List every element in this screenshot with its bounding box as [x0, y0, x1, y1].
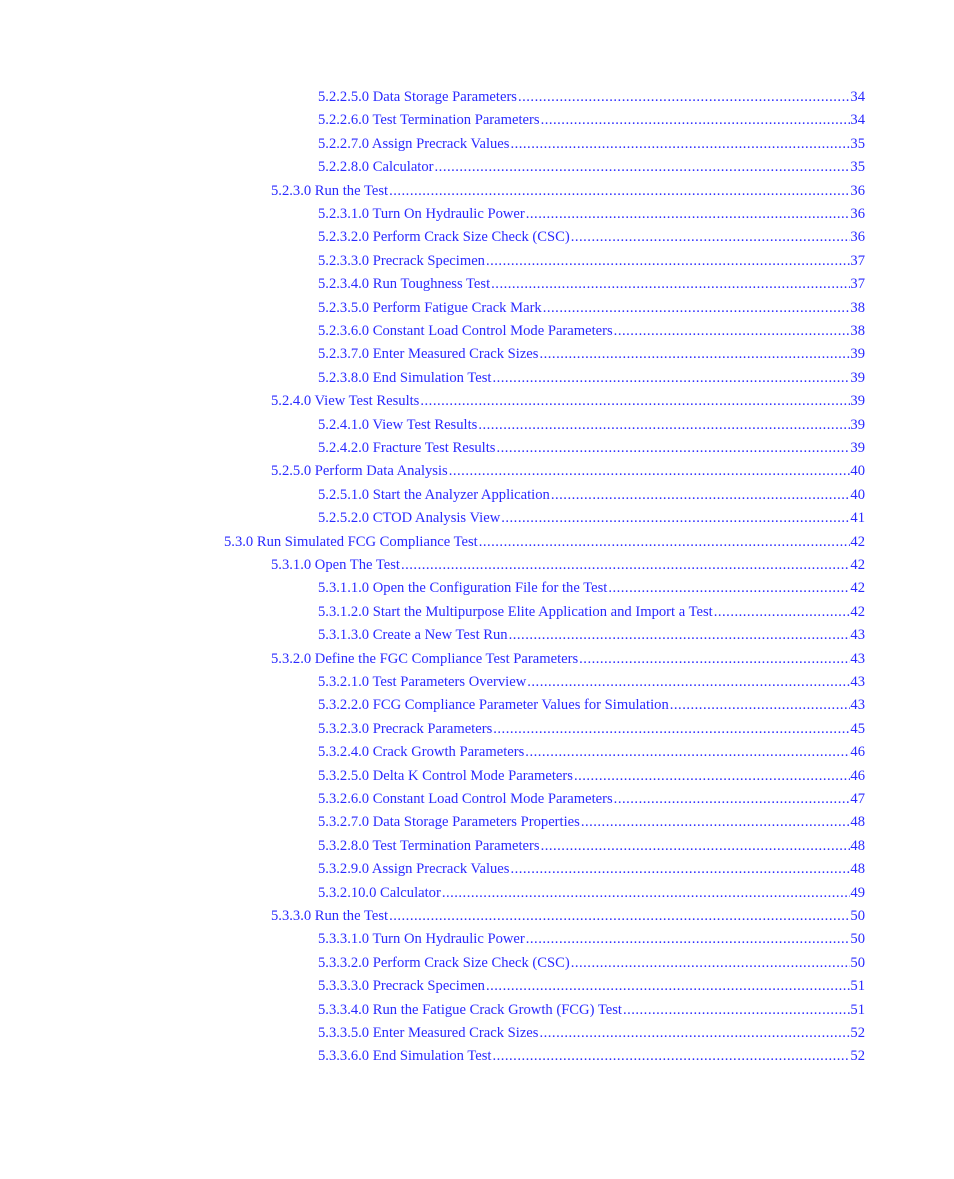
- dot-leader: [491, 368, 850, 388]
- toc-entry-title: 5.3.3.6.0 End Simulation Test: [318, 1048, 492, 1065]
- toc-entry[interactable]: [318, 953, 865, 973]
- toc-entry-title: 5.3.1.3.0 Create a New Test Run: [318, 627, 508, 644]
- toc-entry-title: 5.3.3.0 Run the Test: [271, 908, 389, 924]
- toc-entry[interactable]: [318, 438, 865, 458]
- toc-entry-title: 5.3.2.3.0 Precrack Parameters: [318, 720, 493, 737]
- toc-entry-page-number: 39: [850, 393, 865, 410]
- toc-entry-page-number: 51: [850, 978, 865, 995]
- dot-leader: [538, 344, 850, 364]
- dot-leader: [485, 976, 850, 996]
- toc-entry-title: 5.2.3.2.0 Perform Crack Size Check (CSC): [318, 229, 570, 246]
- toc-entry-page-number: 34: [850, 112, 865, 129]
- toc-entry-title: 5.3.2.7.0 Data Storage Parameters Properties: [318, 814, 580, 831]
- toc-entry-page-number: 38: [850, 323, 865, 339]
- toc-entry[interactable]: [318, 625, 865, 645]
- dot-leader: [525, 929, 851, 949]
- dot-leader: [573, 766, 850, 786]
- dot-leader: [508, 625, 851, 645]
- toc-entry[interactable]: [318, 883, 865, 903]
- dot-leader: [491, 1046, 850, 1066]
- dot-leader: [542, 298, 851, 318]
- toc-entry-title: 5.2.3.7.0 Enter Measured Crack Sizes: [318, 346, 539, 363]
- toc-entry-page-number: 36: [850, 182, 865, 199]
- toc-entry-page-number: 50: [850, 908, 865, 924]
- toc-entry-page-number: 45: [850, 720, 865, 737]
- toc-entry-title: 5.2.3.0 Run the Test: [271, 182, 389, 199]
- toc-entry-page-number: 52: [850, 1048, 865, 1065]
- toc-entry-page-number: 48: [850, 861, 865, 878]
- toc-entry[interactable]: [318, 87, 865, 107]
- toc-entry-title: 5.2.5.2.0 CTOD Analysis View: [318, 510, 501, 527]
- toc-entry-page-number: 36: [850, 206, 865, 222]
- toc-entry-page-number: 41: [850, 510, 865, 527]
- toc-entry[interactable]: [318, 298, 865, 318]
- toc-entry[interactable]: [318, 766, 865, 786]
- toc-entry[interactable]: [271, 555, 865, 575]
- dot-leader: [538, 1023, 850, 1043]
- dot-leader: [613, 789, 851, 809]
- toc-entry-page-number: 42: [850, 557, 865, 573]
- toc-entry[interactable]: [318, 415, 865, 435]
- toc-entry-title: 5.3.2.5.0 Delta K Control Mode Parameters: [318, 767, 573, 784]
- toc-entry[interactable]: [271, 906, 865, 926]
- dot-leader: [578, 649, 850, 669]
- dot-leader: [500, 508, 850, 528]
- toc-entry[interactable]: [318, 929, 865, 949]
- toc-entry-page-number: 48: [850, 837, 865, 854]
- toc-entry[interactable]: [224, 532, 865, 552]
- toc-entry-page-number: 39: [850, 369, 865, 386]
- toc-entry[interactable]: [318, 227, 865, 247]
- toc-entry-title: 5.2.3.6.0 Constant Load Control Mode Parameters: [318, 323, 613, 339]
- toc-entry[interactable]: [318, 274, 865, 294]
- dot-leader: [490, 274, 850, 294]
- toc-entry-title: 5.3.3.4.0 Run the Fatigue Crack Growth (FCG) Test: [318, 1001, 622, 1018]
- toc-entry[interactable]: [318, 672, 865, 692]
- toc-entry[interactable]: [318, 695, 865, 715]
- toc-entry-title: 5.2.3.5.0 Perform Fatigue Crack Mark: [318, 299, 542, 316]
- toc-entry-title: 5.3.0 Run Simulated FCG Compliance Test: [224, 533, 478, 550]
- toc-entry-title: 5.3.1.2.0 Start the Multipurpose Elite Application and Import a Test: [318, 603, 713, 620]
- toc-entry[interactable]: [318, 812, 865, 832]
- toc-entry-title: 5.2.3.4.0 Run Toughness Test: [318, 276, 491, 293]
- toc-entry[interactable]: [318, 204, 865, 224]
- toc-entry[interactable]: [318, 1046, 865, 1066]
- toc-entry-page-number: 36: [850, 229, 865, 246]
- toc-entry-page-number: 34: [850, 89, 865, 105]
- toc-entry-title: 5.3.2.2.0 FCG Compliance Parameter Values for Simulation: [318, 697, 669, 714]
- dot-leader: [570, 227, 851, 247]
- toc-entry-title: 5.3.2.6.0 Constant Load Control Mode Parameters: [318, 791, 613, 807]
- toc-entry-page-number: 42: [850, 603, 865, 620]
- toc-entry-title: 5.2.2.8.0 Calculator: [318, 159, 434, 176]
- dot-leader: [669, 695, 851, 715]
- toc-entry-page-number: 42: [850, 580, 865, 597]
- toc-entry[interactable]: [318, 1000, 865, 1020]
- toc-entry-page-number: 38: [850, 299, 865, 316]
- toc-entry-page-number: 39: [850, 416, 865, 433]
- toc-entry-title: 5.3.1.1.0 Open the Configuration File for the Test: [318, 580, 608, 597]
- dot-leader: [509, 134, 850, 154]
- toc-entry-title: 5.3.3.2.0 Perform Crack Size Check (CSC): [318, 954, 570, 971]
- toc-entry-title: 5.2.5.0 Perform Data Analysis: [271, 463, 448, 480]
- toc-entry[interactable]: [318, 321, 865, 341]
- dot-leader: [540, 110, 851, 130]
- dot-leader: [448, 461, 851, 481]
- toc-entry-title: 5.2.2.5.0 Data Storage Parameters: [318, 89, 517, 105]
- toc-entry-page-number: 40: [850, 463, 865, 480]
- toc-entry[interactable]: [318, 836, 865, 856]
- toc-entry-page-number: 42: [850, 533, 865, 550]
- dot-leader: [525, 204, 851, 224]
- toc-entry-title: 5.2.2.7.0 Assign Precrack Values: [318, 135, 510, 152]
- toc-entry[interactable]: [318, 251, 865, 271]
- dot-leader: [524, 742, 850, 762]
- toc-entry[interactable]: [271, 461, 865, 481]
- toc-entry-title: 5.3.2.8.0 Test Termination Parameters: [318, 837, 540, 854]
- dot-leader: [570, 953, 851, 973]
- toc-entry-page-number: 35: [850, 135, 865, 152]
- toc-entry[interactable]: [318, 1023, 865, 1043]
- toc-entry[interactable]: [318, 344, 865, 364]
- toc-entry-page-number: 48: [850, 814, 865, 831]
- toc-entry-title: 5.2.4.1.0 View Test Results: [318, 416, 478, 433]
- toc-entry[interactable]: [318, 742, 865, 762]
- toc-entry-page-number: 39: [850, 346, 865, 363]
- dot-leader: [434, 157, 851, 177]
- toc-entry-title: 5.3.2.0 Define the FGC Compliance Test Parameters: [271, 650, 579, 667]
- toc-entry[interactable]: [318, 859, 865, 879]
- toc-entry-title: 5.3.2.9.0 Assign Precrack Values: [318, 861, 510, 878]
- dot-leader: [550, 485, 851, 505]
- toc-entry-page-number: 49: [850, 884, 865, 901]
- toc-entry-page-number: 43: [850, 627, 865, 644]
- dot-leader: [477, 415, 850, 435]
- toc-entry-title: 5.3.2.10.0 Calculator: [318, 884, 441, 901]
- toc-entry-page-number: 39: [850, 440, 865, 456]
- toc-entry-title: 5.2.5.1.0 Start the Analyzer Application: [318, 486, 550, 503]
- toc-entry-page-number: 43: [850, 697, 865, 714]
- dot-leader: [388, 906, 850, 926]
- toc-entry-page-number: 46: [850, 767, 865, 784]
- dot-leader: [607, 578, 850, 598]
- toc-entry-title: 5.2.4.0 View Test Results: [271, 393, 420, 410]
- dot-leader: [388, 181, 850, 201]
- toc-entry-page-number: 35: [850, 159, 865, 176]
- toc-entry[interactable]: [318, 368, 865, 388]
- toc-entry-title: 5.2.2.6.0 Test Termination Parameters: [318, 112, 540, 129]
- dot-leader: [613, 321, 851, 341]
- toc-entry[interactable]: [271, 391, 865, 411]
- toc-entry-page-number: 50: [850, 931, 865, 948]
- toc-entry-title: 5.3.3.3.0 Precrack Specimen: [318, 978, 485, 995]
- dot-leader: [495, 438, 850, 458]
- toc-entry-title: 5.3.3.1.0 Turn On Hydraulic Power: [318, 931, 525, 948]
- toc-entry[interactable]: [271, 649, 865, 669]
- toc-entry-page-number: 51: [850, 1001, 865, 1018]
- toc-entry-title: 5.2.3.8.0 End Simulation Test: [318, 369, 492, 386]
- toc-entry[interactable]: [318, 602, 865, 622]
- dot-leader: [492, 719, 850, 739]
- toc-entry[interactable]: [318, 157, 865, 177]
- toc-entry-page-number: 37: [850, 276, 865, 293]
- toc-entry-page-number: 43: [850, 650, 865, 667]
- toc-entry-page-number: 40: [850, 486, 865, 503]
- toc-entry-title: 5.3.2.4.0 Crack Growth Parameters: [318, 744, 525, 761]
- dot-leader: [580, 812, 851, 832]
- dot-leader: [509, 859, 850, 879]
- toc-entry[interactable]: [318, 134, 865, 154]
- dot-leader: [485, 251, 850, 271]
- toc-entry-title: 5.3.2.1.0 Test Parameters Overview: [318, 674, 527, 690]
- toc-entry-title: 5.2.3.3.0 Precrack Specimen: [318, 252, 485, 269]
- dot-leader: [400, 555, 850, 575]
- dot-leader: [419, 391, 850, 411]
- toc-entry-page-number: 43: [850, 674, 865, 690]
- dot-leader: [526, 672, 850, 692]
- toc-entry-page-number: 37: [850, 252, 865, 269]
- toc-entry-title: 5.3.3.5.0 Enter Measured Crack Sizes: [318, 1025, 539, 1041]
- dot-leader: [441, 883, 851, 903]
- toc-entry-page-number: 47: [850, 791, 865, 807]
- toc-entry-title: 5.3.1.0 Open The Test: [271, 557, 400, 573]
- toc-entry[interactable]: [318, 110, 865, 130]
- dot-leader: [622, 1000, 850, 1020]
- toc-entry[interactable]: [318, 719, 865, 739]
- dot-leader: [540, 836, 851, 856]
- toc-entry[interactable]: [318, 508, 865, 528]
- toc-entry[interactable]: [318, 976, 865, 996]
- toc-entry-page-number: 50: [850, 954, 865, 971]
- dot-leader: [517, 87, 850, 107]
- dot-leader: [478, 532, 851, 552]
- toc-entry-page-number: 52: [850, 1025, 865, 1041]
- toc-entry-title: 5.2.3.1.0 Turn On Hydraulic Power: [318, 206, 525, 222]
- toc-entry[interactable]: [318, 789, 865, 809]
- toc-entry[interactable]: [318, 578, 865, 598]
- dot-leader: [713, 602, 851, 622]
- toc-entry[interactable]: [271, 181, 865, 201]
- toc-entry-page-number: 46: [850, 744, 865, 761]
- toc-entry[interactable]: [318, 485, 865, 505]
- toc-entry-title: 5.2.4.2.0 Fracture Test Results: [318, 440, 496, 456]
